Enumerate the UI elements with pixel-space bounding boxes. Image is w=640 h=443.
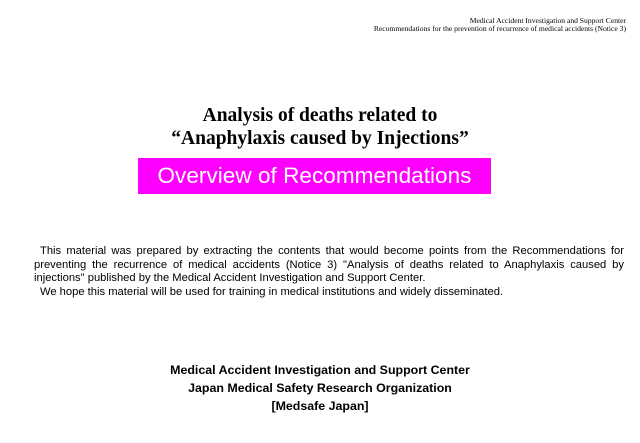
page-header bbox=[374, 17, 626, 33]
publisher-organization: Japan Medical Safety Research Organization bbox=[188, 380, 452, 395]
body-paragraph-2: We hope this material will be used for training in medical institutions and widely disseminated. bbox=[40, 285, 504, 298]
title-line-1: Analysis of deaths related to bbox=[202, 105, 438, 126]
title-line-2: “Anaphylaxis caused by Injections” bbox=[171, 128, 469, 149]
header-organization: Medical Accident Investigation and Support Center bbox=[469, 16, 626, 25]
header-notice: Recommendations for the prevention of recurrence of medical accidents (Notice 3) bbox=[373, 24, 626, 34]
document-title bbox=[0, 104, 640, 150]
publisher-abbreviation: [Medsafe Japan] bbox=[271, 398, 369, 413]
publisher-center: Medical Accident Investigation and Support Center bbox=[170, 363, 470, 377]
body-text bbox=[34, 245, 624, 299]
body-paragraph-1: This material was prepared by extracting the contents that would become points from the Recommendations for preventing the recurrence of medical accidents (Notice 3) "Analysis of deaths related to Anaphylaxis caused by injections" published by the Medical Accident Investigation and Support Center. bbox=[34, 245, 624, 285]
publisher-block bbox=[0, 362, 640, 415]
overview-banner: Overview of Recommendations bbox=[138, 158, 491, 194]
